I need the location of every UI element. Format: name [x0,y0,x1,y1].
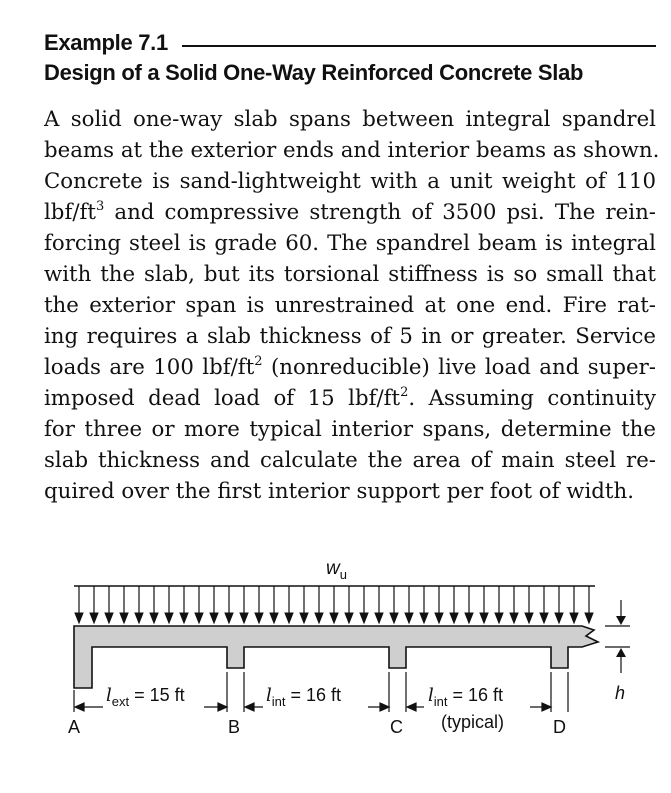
example-number: Example 7.1 [44,30,168,55]
body-line: slab thickness and calculate the area of main steel re- [44,448,656,473]
load-arrow-head [195,613,203,623]
load-arrow-head [360,613,368,623]
body-line: with the slab, but its torsional stiffness is so small that [44,262,656,287]
body-line: loads are 100 lbf/$ft^2$ (nonreducible) live load and super- [44,354,656,380]
header-rule [182,45,656,47]
load-arrow-head [210,613,218,623]
h-arrow-top-head [616,616,626,625]
body-line: A solid one-way slab spans between integral spandrel [44,107,656,132]
load-arrow-head [180,613,188,623]
support-a-label: A [68,717,81,737]
load-arrow-head [495,613,503,623]
problem-statement [44,104,660,507]
h-arrow-bottom-head [616,648,626,657]
load-arrow-head [150,613,158,623]
load-arrow-head [450,613,458,623]
load-arrow-head [405,613,413,623]
slab-section [74,626,598,688]
span-ext-label: $l_{ext} = 15$ ft [106,685,185,709]
load-arrow-head [165,613,173,623]
load-arrow-head [375,613,383,623]
span-typical-note: (typical) [441,712,505,732]
span-int-label: $l_{int} = 16$ ft [266,685,342,709]
thickness-label: h [615,683,626,703]
load-arrow-head [225,613,233,623]
slab-diagram [0,540,671,793]
load-arrow-head [435,613,443,623]
load-arrow-head [270,613,278,623]
body-line: the exterior span is unrestrained at one end. Fire rat- [44,293,656,318]
load-arrow-head [570,613,578,623]
load-arrow-head [585,613,593,623]
load-arrow-head [315,613,323,623]
body-line: beams at the exterior ends and interior beams as shown. [44,138,660,163]
load-arrow-head [300,613,308,623]
example-title: Design of a Solid One-Way Reinforced Concrete Slab [44,60,584,85]
load-arrow-head [90,613,98,623]
load-arrow-head [420,613,428,623]
example-header [44,28,656,86]
load-label: $w_u$ [326,558,347,582]
body-line: forcing steel is grade 60. The spandrel beam is integral [44,231,656,256]
load-arrow-head [330,613,338,623]
load-arrow-head [540,613,548,623]
load-arrow-head [525,613,533,623]
load-arrow-head [465,613,473,623]
body-line: ing requires a slab thickness of 5 in or greater. Service [44,324,656,349]
load-arrow-head [480,613,488,623]
load-arrow-head [255,613,263,623]
load-arrow-head [105,613,113,623]
load-arrow-head [240,613,248,623]
body-line: quired over the first interior support per foot of width. [44,479,634,504]
body-line: Concrete is sand-lightweight with a unit weight of 110 [44,169,656,194]
body-line: lbf/$ft^3$ and compressive strength of 3500 psi. The rein- [44,199,656,225]
load-arrow-head [390,613,398,623]
load-arrow-head [510,613,518,623]
load-arrow-head [135,613,143,623]
span-typical-label: $l_{int} = 16$ ft [428,685,504,709]
body-line: for three or more typical interior spans, determine the [44,417,656,442]
load-arrow-head [555,613,563,623]
example-label-row [44,28,656,58]
support-d-label: D [553,717,566,737]
support-c-label: C [390,717,403,737]
support-b-label: B [228,717,241,737]
load-arrow-head [345,613,353,623]
uniform-load-arrows [75,586,593,623]
body-line: imposed dead load of 15 lbf/$ft^2$. Assuming continuity [44,385,656,411]
load-arrow-head [285,613,293,623]
load-arrow-head [75,613,83,623]
load-arrow-head [120,613,128,623]
